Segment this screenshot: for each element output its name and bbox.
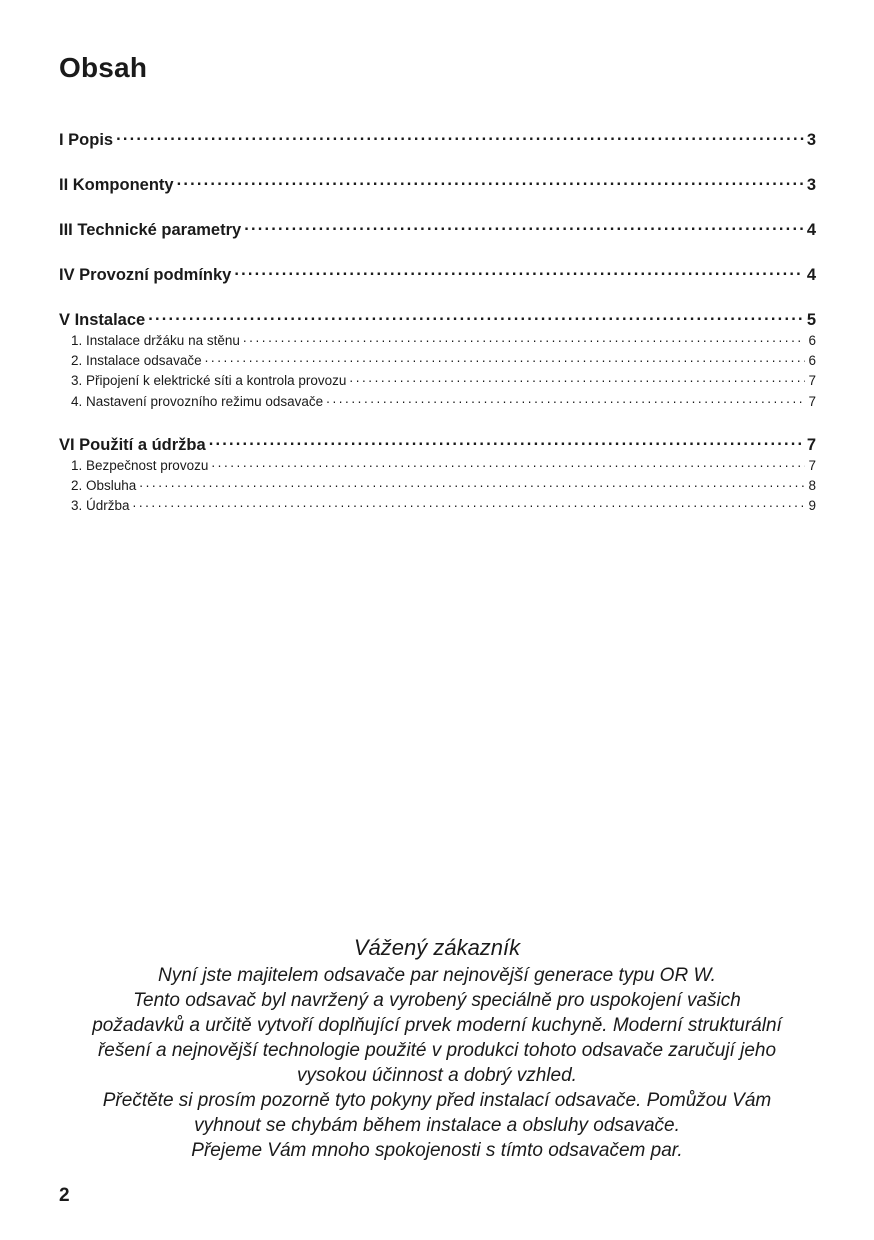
toc-entry-page: 7: [808, 393, 816, 409]
customer-letter: [40, 933, 834, 1163]
toc-dot-leader: [211, 456, 805, 470]
toc-subentry-obsluha[interactable]: [59, 476, 816, 493]
toc-entry-page: 4: [806, 265, 816, 284]
toc-entry-label: 3. Připojení k elektrické síti a kontrola provozu: [71, 372, 347, 388]
toc-entry-label: VI Použití a údržba: [59, 435, 206, 454]
letter-line: vyhnout se chybám během instalace a obsluhy odsavače.: [194, 1115, 680, 1136]
toc-entry-page: 3: [806, 130, 816, 149]
letter-line: řešení a nejnovější technologie použité v produkci tohoto odsavače zaručují jeho: [97, 1040, 777, 1061]
toc-subentry-udrzba[interactable]: [59, 496, 816, 513]
letter-line: vysokou účinnost a dobrý vzhled.: [297, 1065, 577, 1086]
toc-subentry-nastaveni-rezimu[interactable]: [59, 392, 816, 409]
letter-line: Tento odsavač byl navržený a vyrobený speciálně pro uspokojení vašich: [133, 990, 741, 1011]
toc-dot-leader: [116, 128, 804, 145]
toc-subentry-pripojeni[interactable]: [59, 371, 816, 388]
toc-entry-label: IV Provozní podmínky: [59, 265, 232, 284]
toc-entry-page: 9: [808, 497, 816, 513]
toc-dot-leader: [148, 308, 804, 325]
toc-entry-label: I Popis: [59, 130, 114, 149]
toc-dot-leader: [133, 496, 806, 510]
toc-entry-komponenty[interactable]: [59, 173, 816, 195]
toc-dot-leader: [177, 173, 804, 190]
toc-dot-leader: [326, 392, 805, 406]
letter-line: Přečtěte si prosím pozorně tyto pokyny před instalací odsavače. Pomůžou Vám: [102, 1090, 772, 1111]
toc-entry-label: 3. Údržba: [71, 497, 130, 513]
toc-entry-popis[interactable]: [59, 128, 816, 150]
toc-entry-label: III Technické parametry: [59, 220, 242, 239]
toc-entry-label: 1. Instalace držáku na stěnu: [71, 332, 240, 348]
toc-entry-page: 5: [806, 310, 816, 329]
toc-entry-provozni-podminky[interactable]: [59, 263, 816, 285]
letter-line: Nyní jste majitelem odsavače par nejnovější generace typu OR W.: [158, 965, 716, 986]
toc-entry-page: 7: [808, 457, 816, 473]
letter-line: Přejeme Vám mnoho spokojenosti s tímto odsavačem par.: [191, 1140, 683, 1161]
toc-entry-pouziti-udrzba[interactable]: [59, 433, 816, 455]
toc-entry-page: 7: [808, 372, 816, 388]
toc-entry-page: 7: [806, 435, 816, 454]
toc-entry-page: 4: [806, 220, 816, 239]
toc-dot-leader: [349, 371, 805, 385]
toc-entry-label: 4. Nastavení provozního režimu odsavače: [71, 393, 324, 409]
toc-entry-page: 6: [808, 352, 816, 368]
toc-entry-label: V Instalace: [59, 310, 146, 329]
toc-subentry-instalace-odsavace[interactable]: [59, 351, 816, 368]
toc-subentry-bezpecnost[interactable]: [59, 456, 816, 473]
letter-greeting: Vážený zákazník: [353, 935, 521, 960]
toc-entry-technicke-parametry[interactable]: [59, 218, 816, 240]
toc-entry-label: 1. Bezpečnost provozu: [71, 457, 209, 473]
toc-entry-page: 3: [806, 175, 816, 194]
toc-dot-leader: [209, 433, 804, 450]
toc-entry-page: 6: [808, 332, 816, 348]
toc-dot-leader: [205, 351, 806, 365]
toc-entry-page: 8: [808, 477, 816, 493]
toc-entry-instalace[interactable]: [59, 308, 816, 330]
toc-dot-leader: [139, 476, 805, 490]
letter-line: požadavků a určitě vytvoří doplňující prvek moderní kuchyně. Moderní strukturální: [92, 1015, 782, 1036]
toc-entry-label: 2. Instalace odsavače: [71, 352, 202, 368]
toc-subentry-instalace-drzaku[interactable]: [59, 331, 816, 348]
page-number: 2: [59, 1185, 70, 1206]
toc-dot-leader: [243, 331, 806, 345]
toc-entry-label: II Komponenty: [59, 175, 174, 194]
toc-dot-leader: [244, 218, 804, 235]
toc-dot-leader: [234, 263, 803, 280]
page-title: Obsah: [59, 52, 148, 83]
toc-entry-label: 2. Obsluha: [71, 477, 137, 493]
